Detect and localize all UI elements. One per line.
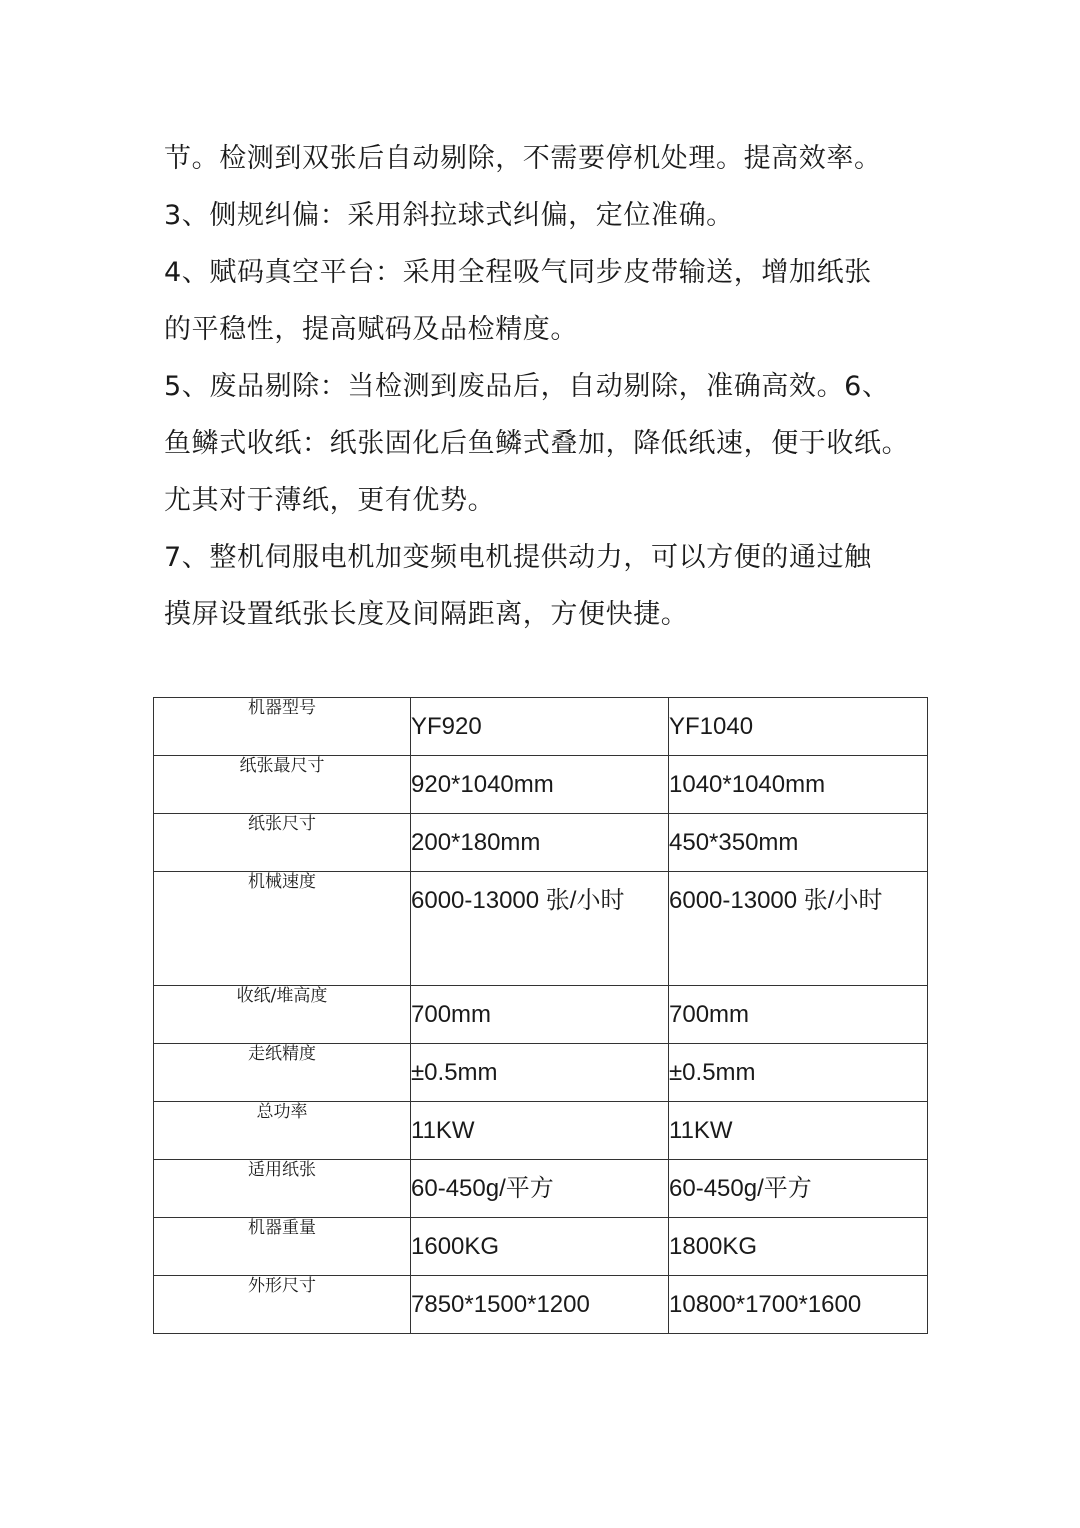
text-line: 的平稳性，提高赋码及品检精度。 bbox=[164, 314, 578, 345]
spec-value-yf920: 60-450g/平方 bbox=[411, 1160, 669, 1218]
spec-label: 机器型号 bbox=[154, 698, 411, 756]
spec-value-yf920: ±0.5mm bbox=[411, 1044, 669, 1102]
text-line: 摸屏设置纸张长度及间隔距离，方便快捷。 bbox=[164, 599, 689, 630]
table-row bbox=[154, 1218, 928, 1276]
spec-value-yf920: 11KW bbox=[411, 1102, 669, 1160]
spec-table bbox=[153, 697, 928, 1334]
text-line: 节。检测到双张后自动剔除，不需要停机处理。提高效率。 bbox=[164, 143, 882, 174]
spec-label: 适用纸张 bbox=[154, 1160, 411, 1218]
table-row bbox=[154, 986, 928, 1044]
spec-label: 外形尺寸 bbox=[154, 1276, 411, 1334]
spec-value-yf920: 1600KG bbox=[411, 1218, 669, 1276]
table-row bbox=[154, 1276, 928, 1334]
spec-value-yf920: 920*1040mm bbox=[411, 756, 669, 814]
spec-value-yf1040: 60-450g/平方 bbox=[669, 1160, 928, 1218]
spec-label: 纸张尺寸 bbox=[154, 814, 411, 872]
spec-value-yf1040: ±0.5mm bbox=[669, 1044, 928, 1102]
spec-value-yf1040: 11KW bbox=[669, 1102, 928, 1160]
table-row bbox=[154, 1102, 928, 1160]
spec-value-yf1040: 450*350mm bbox=[669, 814, 928, 872]
spec-label: 机器重量 bbox=[154, 1218, 411, 1276]
spec-value-yf1040: 700mm bbox=[669, 986, 928, 1044]
spec-label: 总功率 bbox=[154, 1102, 411, 1160]
text-line: 7、整机伺服电机加变频电机提供动力，可以方便的通过触 bbox=[164, 542, 872, 573]
spec-value-yf1040: 1040*1040mm bbox=[669, 756, 928, 814]
text-line: 5、废品剔除：当检测到废品后，自动剔除，准确高效。6、 bbox=[164, 371, 890, 402]
table-row bbox=[154, 756, 928, 814]
table-row bbox=[154, 814, 928, 872]
spec-label: 机械速度 bbox=[154, 872, 411, 986]
spec-value-yf1040: YF1040 bbox=[669, 698, 928, 756]
spec-label: 纸张最尺寸 bbox=[154, 756, 411, 814]
table-row bbox=[154, 698, 928, 756]
text-line: 4、赋码真空平台：采用全程吸气同步皮带输送，增加纸张 bbox=[164, 257, 872, 288]
spec-value-yf920: 700mm bbox=[411, 986, 669, 1044]
text-line: 3、侧规纠偏：采用斜拉球式纠偏，定位准确。 bbox=[164, 200, 734, 231]
spec-value-yf920: 200*180mm bbox=[411, 814, 669, 872]
table-row bbox=[154, 1160, 928, 1218]
spec-value-yf1040: 1800KG bbox=[669, 1218, 928, 1276]
spec-value-yf920: YF920 bbox=[411, 698, 669, 756]
text-line: 鱼鳞式收纸：纸张固化后鱼鳞式叠加，降低纸速，便于收纸。 bbox=[164, 428, 910, 459]
table-row bbox=[154, 1044, 928, 1102]
spec-value-yf920: 6000-13000 张/小时 bbox=[411, 872, 669, 986]
spec-value-yf1040: 10800*1700*1600 bbox=[669, 1276, 928, 1334]
body-text bbox=[164, 130, 934, 643]
spec-label: 走纸精度 bbox=[154, 1044, 411, 1102]
spec-value-yf920: 7850*1500*1200 bbox=[411, 1276, 669, 1334]
table-row bbox=[154, 872, 928, 986]
text-line: 尤其对于薄纸，更有优势。 bbox=[164, 485, 496, 516]
spec-label: 收纸/堆高度 bbox=[154, 986, 411, 1044]
spec-value-yf1040: 6000-13000 张/小时 bbox=[669, 872, 928, 986]
